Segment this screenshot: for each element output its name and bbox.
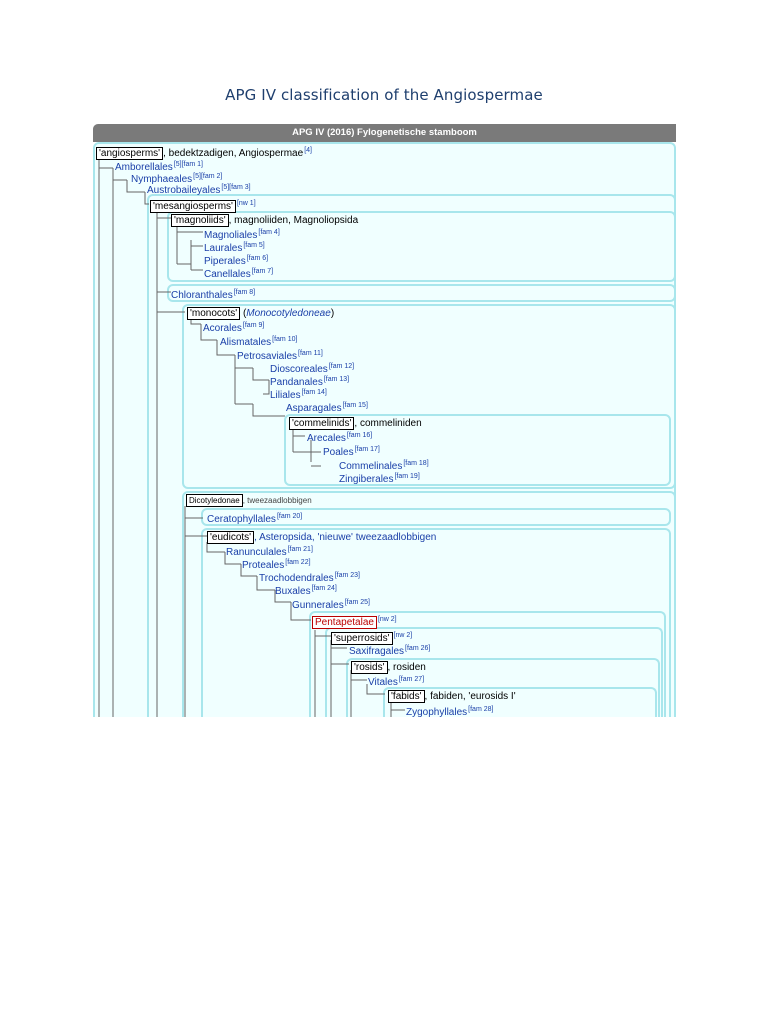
nymphaeales-ref[interactable]: [5][fam 2]: [193, 173, 223, 180]
monocotyledoneae-link[interactable]: Monocotyledoneae: [246, 308, 331, 319]
monocots-clade-label[interactable]: 'monocots': [187, 307, 240, 320]
austrobaileyales-row: [147, 182, 251, 197]
buxales-ref[interactable]: [fam 24]: [311, 585, 337, 592]
pentapetalae-ref[interactable]: [nw 2]: [377, 616, 397, 623]
rosids-clade-label[interactable]: 'rosids': [351, 661, 388, 674]
rosids-row: [351, 661, 426, 674]
proteales-ref[interactable]: [fam 22]: [285, 559, 311, 566]
trochodendrales-ref[interactable]: [fam 23]: [334, 572, 360, 579]
fabids-row: [388, 690, 516, 703]
poales-link[interactable]: Poales: [323, 447, 354, 458]
pandanales-ref[interactable]: [fam 13]: [323, 376, 350, 383]
mesangiosperms-ref[interactable]: [nw 1]: [236, 200, 256, 207]
dicotyledonae-desc: , tweezaadlobbigen: [242, 496, 312, 505]
poales-row: [323, 444, 380, 459]
dioscoreales-ref[interactable]: [fam 12]: [328, 363, 355, 370]
eudicots-row: [207, 531, 436, 544]
petrosaviales-link[interactable]: Petrosaviales: [237, 351, 298, 362]
zingiberales-row: [339, 471, 420, 486]
angiosperms-desc: , bedektzadigen, Angiospermae: [163, 148, 304, 159]
zygophyllales-ref[interactable]: [fam 28]: [468, 706, 494, 713]
mesangiosperms-clade-label[interactable]: 'mesangiosperms': [150, 200, 236, 213]
austrobaileyales-link[interactable]: Austrobaileyales: [147, 185, 221, 196]
arecales-link[interactable]: Arecales: [307, 433, 346, 444]
commelinids-row: [289, 417, 422, 430]
superrosids-clade-label[interactable]: 'superrosids': [331, 632, 393, 645]
vitales-link[interactable]: Vitales: [368, 677, 398, 688]
dicotyledonae-row: [186, 494, 312, 507]
canellales-row: [204, 266, 273, 281]
nymphaeales-link[interactable]: Nymphaeales: [131, 174, 193, 185]
magnoliids-row: [171, 214, 358, 227]
document-title: APG IV classification of the Angiospermae: [225, 86, 543, 104]
trochodendrales-link[interactable]: Trochodendrales: [259, 573, 334, 584]
eudicots-desc: , Asteropsida, 'nieuwe' tweezaadlobbigen: [254, 532, 437, 543]
acorales-row: [203, 320, 264, 335]
asparagales-row: [286, 400, 368, 415]
dicotyledonae-clade-label[interactable]: Dicotyledonae: [186, 494, 243, 507]
mesangiosperms-row: [150, 198, 256, 213]
commelinales-link[interactable]: Commelinales: [339, 461, 403, 472]
monocots-open: (: [240, 308, 247, 319]
vitales-ref[interactable]: [fam 27]: [398, 676, 425, 683]
buxales-row: [275, 583, 337, 598]
commelinales-ref[interactable]: [fam 18]: [403, 460, 429, 467]
eudicots-clade-label[interactable]: 'eudicots': [207, 531, 254, 544]
alismatales-row: [220, 334, 297, 349]
laurales-link[interactable]: Laurales: [204, 243, 243, 254]
tree-header: APG IV (2016) Fylogenetische stamboom: [93, 124, 676, 142]
alismatales-link[interactable]: Alismatales: [220, 337, 272, 348]
pentapetalae-clade-label[interactable]: Pentapetalae: [312, 616, 377, 629]
austrobaileyales-ref[interactable]: [5][fam 3]: [221, 184, 251, 191]
canellales-link[interactable]: Canellales: [204, 269, 251, 280]
zygophyllales-row: [406, 704, 493, 717]
saxifragales-row: [349, 643, 430, 658]
pentapetalae-row: [312, 614, 397, 629]
alismatales-ref[interactable]: [fam 10]: [272, 336, 298, 343]
commelinids-clade-label[interactable]: 'commelinids': [289, 417, 354, 430]
saxifragales-link[interactable]: Saxifragales: [349, 646, 405, 657]
liliales-ref[interactable]: [fam 14]: [301, 389, 327, 396]
angiosperms-row: [96, 145, 312, 160]
zygophyllales-link[interactable]: Zygophyllales: [406, 707, 468, 717]
ranunculales-link[interactable]: Ranunculales: [226, 547, 287, 558]
chloranthales-ref[interactable]: [fam 8]: [233, 289, 256, 296]
angiosperms-ref[interactable]: [4]: [304, 147, 312, 154]
ranunculales-ref[interactable]: [fam 21]: [287, 546, 313, 553]
apg-tree-screenshot: [93, 124, 676, 717]
zingiberales-ref[interactable]: [fam 19]: [394, 473, 420, 480]
ceratophyllales-row: [207, 511, 302, 526]
laurales-ref[interactable]: [fam 5]: [243, 242, 265, 249]
chloranthales-link[interactable]: Chloranthales: [171, 290, 233, 301]
magnoliids-clade-label[interactable]: 'magnoliids': [171, 214, 229, 227]
zingiberales-link[interactable]: Zingiberales: [339, 474, 394, 485]
arecales-row: [307, 430, 372, 445]
acorales-link[interactable]: Acorales: [203, 323, 242, 334]
ceratophyllales-link[interactable]: Ceratophyllales: [207, 514, 276, 525]
arecales-ref[interactable]: [fam 16]: [346, 432, 373, 439]
asparagales-ref[interactable]: [fam 15]: [342, 402, 368, 409]
saxifragales-ref[interactable]: [fam 26]: [405, 645, 431, 652]
dioscoreales-link[interactable]: Dioscoreales: [270, 364, 328, 375]
gunnerales-link[interactable]: Gunnerales: [292, 600, 344, 611]
fabids-desc: , fabiden, 'eurosids I': [424, 691, 516, 702]
amborellales-ref[interactable]: [5][fam 1]: [173, 161, 203, 168]
magnoliales-link[interactable]: Magnoliales: [204, 230, 258, 241]
chloranthales-row: [171, 287, 255, 302]
monocots-close: ): [330, 308, 335, 319]
fabids-clade-label[interactable]: 'fabids': [388, 690, 425, 703]
piperales-ref[interactable]: [fam 6]: [246, 255, 269, 262]
poales-ref[interactable]: [fam 17]: [354, 446, 380, 453]
gunnerales-ref[interactable]: [fam 25]: [344, 599, 370, 606]
magnoliids-desc: , magnoliiden, Magnoliopsida: [228, 215, 359, 226]
monocots-row: [187, 307, 334, 320]
canellales-ref[interactable]: [fam 7]: [251, 268, 274, 275]
petrosaviales-ref[interactable]: [fam 11]: [298, 350, 323, 357]
rosids-desc: , rosiden: [387, 662, 426, 673]
vitales-row: [368, 674, 424, 689]
superrosids-ref[interactable]: [nw 2]: [393, 632, 413, 639]
angiosperms-clade-label[interactable]: 'angiosperms': [96, 147, 163, 160]
liliales-link[interactable]: Liliales: [270, 390, 301, 401]
gunnerales-row: [292, 597, 370, 612]
buxales-link[interactable]: Buxales: [275, 586, 311, 597]
asparagales-link[interactable]: Asparagales: [286, 403, 342, 414]
pandanales-link[interactable]: Pandanales: [270, 377, 323, 388]
amborellales-link[interactable]: Amborellales: [115, 162, 173, 173]
piperales-link[interactable]: Piperales: [204, 256, 246, 267]
ceratophyllales-ref[interactable]: [fam 20]: [276, 513, 303, 520]
magnoliales-ref[interactable]: [fam 4]: [258, 229, 280, 236]
proteales-link[interactable]: Proteales: [242, 560, 285, 571]
acorales-ref[interactable]: [fam 9]: [242, 322, 265, 329]
commelinids-desc: , commeliniden: [354, 418, 422, 429]
